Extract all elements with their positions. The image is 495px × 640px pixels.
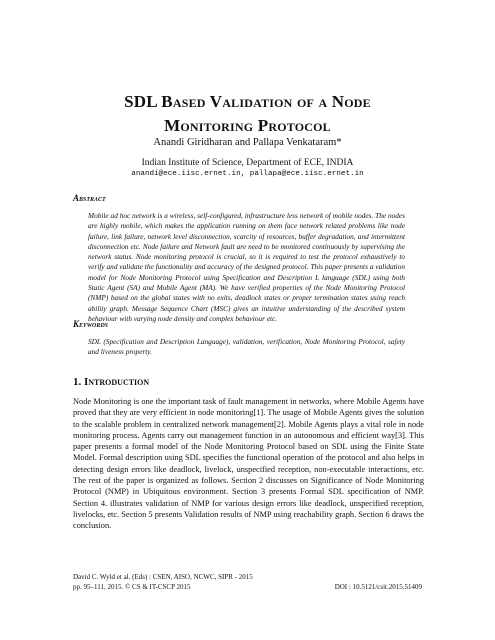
footer-pages: pp. 95–111, 2015. © CS & IT-CSCP 2015 bbox=[73, 583, 191, 591]
footer-citation bbox=[73, 572, 253, 592]
author-list: Anandi Giridharan and Pallapa Venkataram* bbox=[153, 137, 342, 148]
keywords-body: SDL (Specification and Description Language), validation, verification, Node Monitoring Protocol, safety and liveness property. bbox=[88, 337, 405, 357]
footer-doi: DOI : 10.5121/csit.2015.51409 bbox=[334, 583, 422, 591]
title-line-1: SDL Based Validation of a Node bbox=[124, 92, 371, 111]
section-1-body: Node Monitoring is one the important task of fault management in networks, where Mobile Agents have proved that they are very efficient in node monitoring[1]. The usage of Mobile Agents gives the solution to the scalable problem in centralized network management[2]. Mobile Agents plays a vital role in node monitoring process. Agents carry out management function in an autonomous and efficient way[3]. This paper presents a formal model of the Node Monitoring Protocol based on SDL using the Finite State Model. Formal description using SDL specifies the functional operation of the protocol and also helps in detecting design errors like deadlock, livelock, unspecified reception, non-executable interactions, etc. The rest of the paper is organized as follows. Section 2 discusses on Significance of Node Monitoring Protocol (NMP) in Ubiquitous environment. Section 3 presents Formal SDL specification of NMP. Section 4. illustrates validation of NMP for various design errors like deadlock, unspecified reception, livelocks, etc. Section 5 presents Validation results of NMP using reachability graph. Section 6 draws the conclusion. bbox=[73, 397, 424, 531]
abstract-body: Mobile ad hoc network is a wireless, self-configured, infrastructure less network of mobile nodes. The nodes are highly mobile, which makes the application running on them face network related problems like node failure, link failure, network level disconnection, scarcity of resources, buffer degradation, and intermittent disconnection etc. Node failure and Network fault are need to be monitored continuously by supervising the network status. Node monitoring protocol is crucial, so it is required to test the protocol exhaustively to verify and validate the functionality and accuracy of the designed protocol. This paper presents a validation model for Node Monitoring Protocol using Specification and Description L language (SDL) using both Static Agent (SA) and Mobile Agent (MA). We have verified properties of the Node Monitoring Protocol (NMP) based on the global states with no exits, deadlock states or proper termination states using reach ability graph. Message Sequence Chart (MSC) gives an intuitive understanding of the described system behaviour with varying node density and complex behaviour etc. bbox=[88, 211, 405, 323]
footer-editors: David C. Wyld et al. (Eds) : CSEN, AISO, NCWC, SIPR - 2015 bbox=[73, 573, 253, 581]
author-emails: anandi@ece.iisc.ernet.in, pallapa@ece.iisc.ernet.in bbox=[131, 170, 364, 178]
abstract-heading: Abstract bbox=[73, 193, 106, 203]
affiliation: Indian Institute of Science, Department of ECE, INDIA bbox=[141, 158, 354, 168]
keywords-heading: Keywords bbox=[73, 319, 109, 329]
paper-title bbox=[40, 90, 455, 138]
section-1-heading: 1. Introduction bbox=[73, 376, 150, 388]
title-line-2: Monitoring Protocol bbox=[164, 116, 331, 135]
